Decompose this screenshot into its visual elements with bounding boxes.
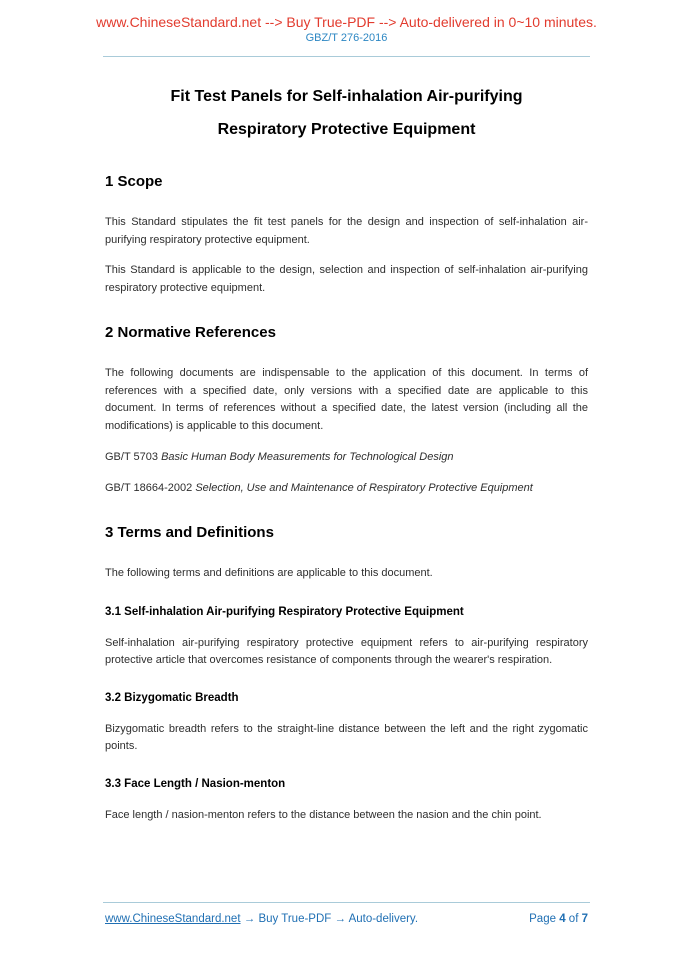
- normative-reference-1: [105, 449, 588, 467]
- document-title: [0, 80, 693, 146]
- page-of-label: of: [568, 913, 579, 925]
- document-body: [105, 171, 588, 824]
- document-title-line2: Respiratory Protective Equipment: [217, 121, 476, 138]
- normative-intro-paragraph: The following documents are indispensable to the application of this document. In terms of references with a specified date, only versions with a specified date are applicable to this document. In terms of references without a specified date, the latest version (including all the modifications) is applicable to this document.: [105, 367, 588, 432]
- header-banner: www.ChineseStandard.net --> Buy True-PDF --> Auto-delivered in 0~10 minutes.: [96, 14, 597, 30]
- section-heading-terms: 3 Terms and Definitions: [105, 524, 274, 541]
- section-heading-normative-references: 2 Normative References: [105, 324, 276, 341]
- document-title-line1: Fit Test Panels for Self-inhalation Air-purifying: [170, 88, 523, 105]
- section-heading-scope: 1 Scope: [105, 173, 163, 190]
- header-divider: [103, 56, 590, 57]
- footer-page-indicator: [529, 912, 588, 927]
- term-body-3-2: Bizygomatic breadth refers to the straight-line distance between the left and the right zygomatic points.: [105, 722, 588, 752]
- term-heading-3-3: 3.3 Face Length / Nasion-menton: [105, 777, 286, 790]
- reference-code: GB/T 18664-2002: [105, 481, 193, 494]
- page-label: Page: [529, 913, 556, 925]
- term-heading-3-2: 3.2 Bizygomatic Breadth: [105, 691, 239, 704]
- arrow-icon: →: [243, 913, 256, 925]
- term-body-3-3: Face length / nasion-menton refers to the distance between the nasion and the chin point.: [105, 808, 542, 821]
- arrow-icon: →: [334, 913, 346, 925]
- footer-delivery-text: Auto-delivery.: [348, 913, 419, 925]
- reference-title: Basic Human Body Measurements for Technological Design: [161, 451, 454, 463]
- term-heading-3-1: 3.1 Self-inhalation Air-purifying Respiratory Protective Equipment: [105, 605, 464, 618]
- scope-paragraph-2: This Standard is applicable to the design, selection and inspection of self-inhalation air-purifying respiratory protective equipment.: [105, 264, 588, 294]
- reference-title: Selection, Use and Maintenance of Respiratory Protective Equipment: [195, 481, 533, 494]
- standard-code: GBZ/T 276-2016: [305, 32, 388, 44]
- footer-buy-text: Buy True-PDF: [258, 913, 332, 925]
- term-body-3-1: Self-inhalation air-purifying respiratory protective equipment refers to air-purifying respiratory protective article that overcomes resistance of components through the wearer's respiration.: [105, 636, 588, 666]
- terms-intro-paragraph: The following terms and definitions are applicable to this document.: [105, 567, 433, 579]
- normative-reference-2: [105, 480, 588, 498]
- footer-site-link[interactable]: www.ChineseStandard.net: [105, 913, 241, 925]
- scope-paragraph-1: This Standard stipulates the fit test panels for the design and inspection of self-inhalation air-purifying respiratory protective equipment.: [105, 216, 588, 246]
- page-total: 7: [581, 913, 588, 925]
- page-current: 4: [559, 913, 566, 925]
- reference-code: GB/T 5703: [105, 451, 158, 463]
- footer-left: [105, 912, 418, 927]
- page-footer: [103, 902, 590, 927]
